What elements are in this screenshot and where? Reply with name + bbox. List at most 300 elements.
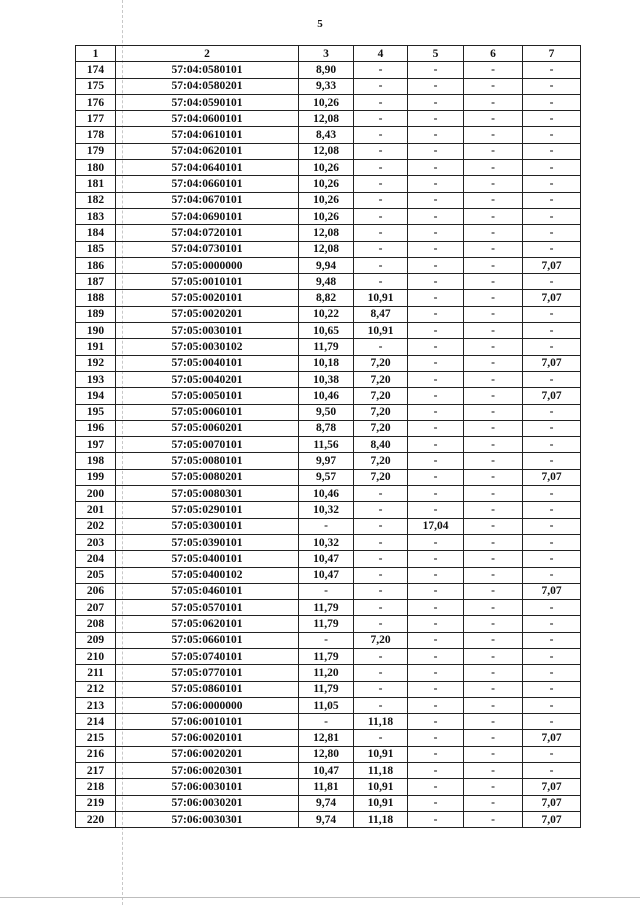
table-cell: - (523, 420, 581, 436)
table-cell: 12,81 (299, 730, 354, 746)
table-row (76, 371, 581, 387)
table-cell: 57:05:0620101 (116, 616, 299, 632)
table-cell: 10,47 (299, 763, 354, 779)
table-cell: - (408, 323, 464, 339)
table-row (76, 469, 581, 485)
table-cell: 11,18 (354, 714, 408, 730)
table-row (76, 714, 581, 730)
column-header: 5 (408, 46, 464, 62)
table-cell: 177 (76, 111, 116, 127)
table-cell: - (464, 632, 523, 648)
table-cell: 180 (76, 160, 116, 176)
table-cell: 211 (76, 665, 116, 681)
table-cell: 57:05:0060101 (116, 404, 299, 420)
table-cell: - (354, 78, 408, 94)
table-cell: 7,20 (354, 453, 408, 469)
table-cell: 57:04:0670101 (116, 192, 299, 208)
table-cell: 12,08 (299, 143, 354, 159)
table-cell: 10,26 (299, 176, 354, 192)
table-cell: - (464, 534, 523, 550)
table-cell: 57:05:0050101 (116, 388, 299, 404)
table-cell: 57:05:0740101 (116, 648, 299, 664)
table-cell: 11,79 (299, 648, 354, 664)
table-cell: - (523, 176, 581, 192)
table-cell: 7,20 (354, 404, 408, 420)
table-cell: 57:06:0020101 (116, 730, 299, 746)
table-cell: 7,07 (523, 469, 581, 485)
table-cell: - (523, 681, 581, 697)
table-cell: - (408, 241, 464, 257)
table-cell: 10,47 (299, 567, 354, 583)
table-cell: 57:04:0720101 (116, 225, 299, 241)
table-cell: 7,07 (523, 583, 581, 599)
column-header: 4 (354, 46, 408, 62)
table-cell: - (408, 339, 464, 355)
table-cell: - (523, 323, 581, 339)
table-cell: 11,79 (299, 681, 354, 697)
table-cell: 9,50 (299, 404, 354, 420)
table-cell: - (354, 534, 408, 550)
table-cell: 212 (76, 681, 116, 697)
table-row (76, 518, 581, 534)
table-cell: 10,26 (299, 192, 354, 208)
table-cell: 204 (76, 551, 116, 567)
table-cell: 197 (76, 437, 116, 453)
table-cell: - (464, 763, 523, 779)
table-cell: - (464, 208, 523, 224)
table-cell: - (523, 225, 581, 241)
table-cell: - (523, 94, 581, 110)
table-cell: - (464, 192, 523, 208)
page-number: 5 (317, 18, 323, 30)
table-cell: 57:05:0080101 (116, 453, 299, 469)
table-cell: 57:05:0300101 (116, 518, 299, 534)
table-cell: 10,91 (354, 795, 408, 811)
table-cell: - (464, 469, 523, 485)
table-cell: 57:04:0690101 (116, 208, 299, 224)
table-cell: - (523, 111, 581, 127)
table-cell: 207 (76, 600, 116, 616)
table-row (76, 143, 581, 159)
table-cell: - (464, 779, 523, 795)
table-cell: - (408, 111, 464, 127)
table-cell: - (408, 714, 464, 730)
table-cell: - (299, 583, 354, 599)
table-cell: 7,20 (354, 420, 408, 436)
table-cell: 8,82 (299, 290, 354, 306)
table-cell: 57:05:0000000 (116, 257, 299, 273)
table-cell: 218 (76, 779, 116, 795)
table-cell: - (408, 78, 464, 94)
table-cell: - (523, 62, 581, 78)
table-cell: - (408, 420, 464, 436)
table-cell: 57:05:0400102 (116, 567, 299, 583)
table-cell: 10,91 (354, 290, 408, 306)
table-cell: 8,40 (354, 437, 408, 453)
table-cell: - (354, 176, 408, 192)
table-cell: 183 (76, 208, 116, 224)
table-row (76, 616, 581, 632)
table-cell: 57:04:0590101 (116, 94, 299, 110)
table-cell: - (464, 811, 523, 827)
table-cell: 201 (76, 502, 116, 518)
table-cell: - (523, 763, 581, 779)
table-cell: - (408, 453, 464, 469)
table-cell: 10,22 (299, 306, 354, 322)
table-cell: 9,74 (299, 795, 354, 811)
table-cell: - (464, 746, 523, 762)
table-cell: 7,07 (523, 811, 581, 827)
table-cell: - (464, 143, 523, 159)
table-cell: - (408, 388, 464, 404)
table-cell: - (408, 176, 464, 192)
table-cell: - (408, 567, 464, 583)
table-row (76, 746, 581, 762)
table-cell: - (464, 257, 523, 273)
table-cell: 7,07 (523, 257, 581, 273)
table-cell: 205 (76, 567, 116, 583)
table-row (76, 306, 581, 322)
table-cell: 191 (76, 339, 116, 355)
table-cell: - (354, 127, 408, 143)
table-cell: - (464, 486, 523, 502)
table-cell: - (354, 502, 408, 518)
table-cell: 11,56 (299, 437, 354, 453)
table-cell: - (408, 94, 464, 110)
table-cell: 7,20 (354, 371, 408, 387)
table-cell: - (523, 306, 581, 322)
table-cell: - (464, 518, 523, 534)
table-cell: 57:06:0020201 (116, 746, 299, 762)
table-cell: - (464, 274, 523, 290)
table-cell: 57:05:0040201 (116, 371, 299, 387)
table-cell: 10,91 (354, 323, 408, 339)
table-cell: - (354, 616, 408, 632)
table-cell: - (408, 779, 464, 795)
table-cell: - (408, 551, 464, 567)
table-cell: 8,78 (299, 420, 354, 436)
table-row (76, 551, 581, 567)
table-cell: 7,07 (523, 388, 581, 404)
table-cell: 57:05:0390101 (116, 534, 299, 550)
table-cell: - (464, 225, 523, 241)
table-cell: 10,26 (299, 160, 354, 176)
table-cell: 175 (76, 78, 116, 94)
table-cell: 11,18 (354, 763, 408, 779)
table-row (76, 583, 581, 599)
table-cell: 220 (76, 811, 116, 827)
table-cell: 214 (76, 714, 116, 730)
table-cell: - (464, 648, 523, 664)
table-cell: - (464, 583, 523, 599)
table-cell: 12,08 (299, 111, 354, 127)
table-cell: 57:05:0070101 (116, 437, 299, 453)
table-cell: - (464, 551, 523, 567)
table-cell: 199 (76, 469, 116, 485)
table-cell: 10,91 (354, 779, 408, 795)
table-cell: - (408, 583, 464, 599)
table-cell: - (354, 62, 408, 78)
table-cell: - (464, 616, 523, 632)
table-cell: - (464, 420, 523, 436)
table-cell: 57:05:0080201 (116, 469, 299, 485)
table-cell: 11,18 (354, 811, 408, 827)
table-cell: 10,38 (299, 371, 354, 387)
table-row (76, 78, 581, 94)
table-cell: - (523, 274, 581, 290)
table-cell: - (408, 160, 464, 176)
table-cell: - (408, 355, 464, 371)
table-cell: 219 (76, 795, 116, 811)
table-cell: 10,47 (299, 551, 354, 567)
table-cell: - (464, 290, 523, 306)
table-cell: 9,57 (299, 469, 354, 485)
table-cell: 11,79 (299, 339, 354, 355)
table-cell: - (523, 339, 581, 355)
table-cell: 57:06:0010101 (116, 714, 299, 730)
table-cell: - (523, 600, 581, 616)
table-cell: 57:05:0020201 (116, 306, 299, 322)
table-cell: - (408, 290, 464, 306)
table-cell: - (354, 208, 408, 224)
table-cell: - (523, 160, 581, 176)
table-cell: 193 (76, 371, 116, 387)
table-cell: 9,97 (299, 453, 354, 469)
table-cell: 7,20 (354, 632, 408, 648)
table-cell: - (523, 567, 581, 583)
table-cell: - (299, 632, 354, 648)
table-row (76, 648, 581, 664)
table-cell: 195 (76, 404, 116, 420)
table-cell: 57:05:0040101 (116, 355, 299, 371)
table-cell: 7,20 (354, 388, 408, 404)
table-cell: - (354, 486, 408, 502)
table-cell: - (464, 600, 523, 616)
table-cell: 57:05:0010101 (116, 274, 299, 290)
table-cell: - (408, 306, 464, 322)
table-cell: - (523, 632, 581, 648)
table-cell: 179 (76, 143, 116, 159)
table-cell: - (408, 257, 464, 273)
table-cell: 57:06:0030101 (116, 779, 299, 795)
table-cell: 57:04:0610101 (116, 127, 299, 143)
table-cell: 208 (76, 616, 116, 632)
table-cell: - (408, 534, 464, 550)
table-cell: 57:05:0660101 (116, 632, 299, 648)
table-cell: - (523, 78, 581, 94)
table-cell: - (408, 697, 464, 713)
table-cell: 7,07 (523, 290, 581, 306)
table-cell: - (523, 616, 581, 632)
table-cell: 10,26 (299, 94, 354, 110)
table-cell: 57:05:0860101 (116, 681, 299, 697)
table-cell: - (408, 437, 464, 453)
data-table (75, 45, 581, 828)
table-row (76, 453, 581, 469)
table-cell: 11,79 (299, 616, 354, 632)
table-cell: - (464, 502, 523, 518)
table-cell: 182 (76, 192, 116, 208)
table-row (76, 665, 581, 681)
table-cell: 178 (76, 127, 116, 143)
table-cell: - (464, 78, 523, 94)
table-cell: - (408, 811, 464, 827)
table-cell: 10,32 (299, 534, 354, 550)
table-cell: - (523, 241, 581, 257)
table-row (76, 681, 581, 697)
table-cell: - (299, 714, 354, 730)
table-cell: - (299, 518, 354, 534)
table-cell: 188 (76, 290, 116, 306)
table-row (76, 730, 581, 746)
table-cell: - (354, 274, 408, 290)
table-row (76, 241, 581, 257)
table-cell: 57:05:0020101 (116, 290, 299, 306)
table-cell: 12,80 (299, 746, 354, 762)
table-cell: - (523, 486, 581, 502)
table-cell: 11,79 (299, 600, 354, 616)
table-body (76, 62, 581, 828)
table-cell: 196 (76, 420, 116, 436)
table-cell: 11,20 (299, 665, 354, 681)
table-row (76, 388, 581, 404)
table-cell: 190 (76, 323, 116, 339)
table-cell: - (408, 600, 464, 616)
table-cell: - (523, 648, 581, 664)
table-cell: - (523, 551, 581, 567)
table-cell: 7,07 (523, 355, 581, 371)
table-cell: - (408, 681, 464, 697)
table-row (76, 795, 581, 811)
table-row (76, 763, 581, 779)
table-cell: - (523, 697, 581, 713)
table-cell: - (523, 437, 581, 453)
table-cell: - (408, 648, 464, 664)
table-cell: 11,81 (299, 779, 354, 795)
table-cell: - (523, 143, 581, 159)
table-row (76, 225, 581, 241)
table-cell: - (464, 371, 523, 387)
table-row (76, 323, 581, 339)
table-cell: 10,46 (299, 486, 354, 502)
table-cell: - (408, 127, 464, 143)
table-row (76, 192, 581, 208)
table-cell: - (464, 795, 523, 811)
table-cell: 11,05 (299, 697, 354, 713)
table-cell: - (408, 192, 464, 208)
table-cell: 57:06:0000000 (116, 697, 299, 713)
column-header: 2 (116, 46, 299, 62)
table-row (76, 632, 581, 648)
table-cell: - (464, 176, 523, 192)
table-cell: - (464, 730, 523, 746)
table-row (76, 404, 581, 420)
table-cell: 57:04:0660101 (116, 176, 299, 192)
table-cell: - (464, 714, 523, 730)
table-cell: - (523, 371, 581, 387)
table-row (76, 811, 581, 827)
table-row (76, 257, 581, 273)
table-cell: - (408, 274, 464, 290)
table-header-row (76, 46, 581, 62)
table-row (76, 600, 581, 616)
table-row (76, 111, 581, 127)
table-cell: - (354, 225, 408, 241)
table-cell: 57:04:0640101 (116, 160, 299, 176)
table-cell: - (408, 143, 464, 159)
table-cell: - (354, 518, 408, 534)
table-cell: - (354, 583, 408, 599)
bottom-rule (0, 897, 640, 898)
table-cell: 57:06:0030301 (116, 811, 299, 827)
table-row (76, 160, 581, 176)
table-cell: 185 (76, 241, 116, 257)
table-row (76, 176, 581, 192)
table-cell: 57:05:0770101 (116, 665, 299, 681)
table-cell: - (523, 714, 581, 730)
table-cell: - (523, 502, 581, 518)
table-cell: 192 (76, 355, 116, 371)
table-cell: 57:04:0580101 (116, 62, 299, 78)
table-cell: - (354, 241, 408, 257)
table-cell: - (354, 730, 408, 746)
table-cell: 202 (76, 518, 116, 534)
table-cell: 7,07 (523, 730, 581, 746)
table-cell: 187 (76, 274, 116, 290)
table-cell: - (408, 469, 464, 485)
table-cell: - (523, 192, 581, 208)
table-cell: 7,07 (523, 795, 581, 811)
table-cell: 57:04:0580201 (116, 78, 299, 94)
table-cell: - (408, 795, 464, 811)
table-cell: - (464, 160, 523, 176)
table-cell: 189 (76, 306, 116, 322)
table-cell: - (464, 62, 523, 78)
table-cell: - (464, 127, 523, 143)
table-cell: 213 (76, 697, 116, 713)
table-cell: - (354, 648, 408, 664)
table-row (76, 339, 581, 355)
table-row (76, 290, 581, 306)
column-header: 6 (464, 46, 523, 62)
table-cell: 57:05:0030101 (116, 323, 299, 339)
table-cell: 194 (76, 388, 116, 404)
table-row (76, 697, 581, 713)
table-cell: - (464, 697, 523, 713)
table-cell: - (408, 730, 464, 746)
table-cell: - (354, 697, 408, 713)
table-cell: - (523, 518, 581, 534)
table-cell: 209 (76, 632, 116, 648)
table-cell: 8,47 (354, 306, 408, 322)
table-cell: - (464, 339, 523, 355)
table-row (76, 355, 581, 371)
table-cell: - (408, 371, 464, 387)
table-cell: 10,65 (299, 323, 354, 339)
table-cell: 7,07 (523, 779, 581, 795)
table-cell: - (408, 486, 464, 502)
table-cell: - (464, 681, 523, 697)
column-header: 3 (299, 46, 354, 62)
table-cell: 200 (76, 486, 116, 502)
table-cell: - (408, 746, 464, 762)
table-cell: - (523, 404, 581, 420)
table-cell: - (354, 111, 408, 127)
table-cell: 57:06:0030201 (116, 795, 299, 811)
table-cell: - (354, 94, 408, 110)
table-cell: 10,32 (299, 502, 354, 518)
table-cell: 215 (76, 730, 116, 746)
